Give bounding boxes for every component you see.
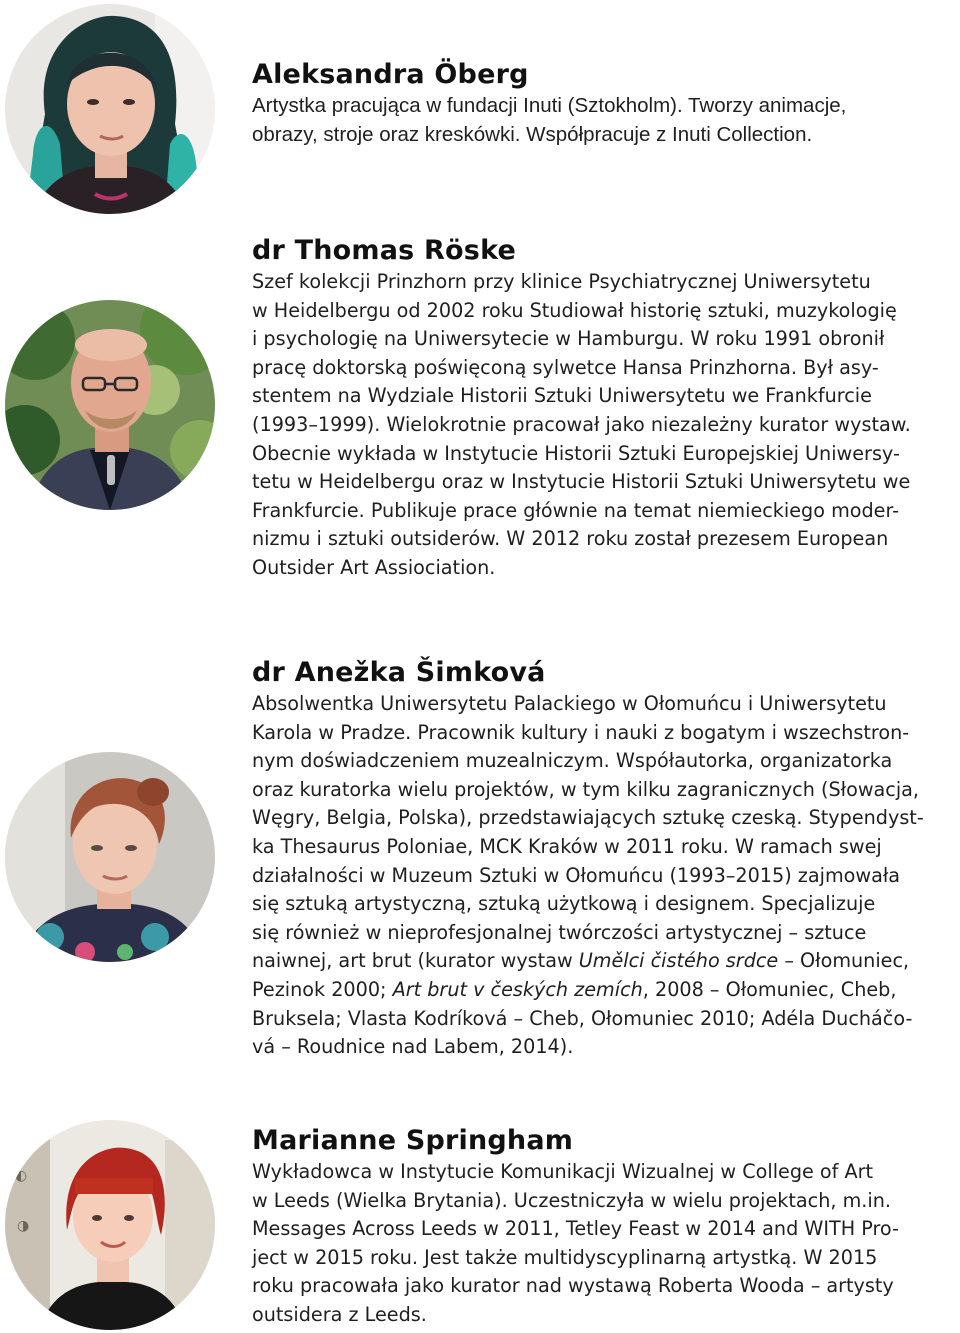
bio-line: Bruksela; Vlasta Kodríková – Cheb, Ołomuniec 2010; Adéla Ducháčo- (252, 1006, 913, 1030)
portrait-marianne-image (5, 1120, 215, 1330)
person-bio (252, 1158, 952, 1330)
bio-line: outsidera z Leeds. (252, 1302, 427, 1326)
bio-line: Szef kolekcji Prinzhorn przy klinice Psychiatrycznej Uniwersytetu (252, 270, 871, 293)
person-bio (252, 92, 952, 149)
bio-line (252, 947, 952, 976)
bio-line: Messages Across Leeds w 2011, Tetley Feast w 2014 and WITH Pro- (252, 1217, 899, 1241)
bio-line: ject w 2015 roku. Jest także multidyscyplinarną artystką. W 2015 (252, 1245, 878, 1269)
exhibition-title: Umělci čistého srdce (578, 949, 779, 973)
bio-text: naiwnej, art brut (kurator wystaw (252, 949, 579, 973)
bio-line: i psychologię na Uniwersytecie w Hamburgu. W roku 1991 obronił (252, 327, 885, 351)
bio-line: nym doświadczeniem muzealniczym. Współautorka, organizatorka (252, 749, 893, 773)
person-name: Aleksandra Öberg (252, 59, 529, 90)
exhibition-title: Art brut v českých zemích (392, 977, 643, 1001)
portrait-aleksandra-image (5, 4, 215, 214)
person-name: dr Anežka Šimková (252, 657, 546, 688)
bio-line: nizmu i sztuki outsiderów. W 2012 roku został prezesem European (252, 527, 889, 551)
bio-line: obrazy, stroje oraz kreskówki. Współpracuje z Inuti Collection. (252, 122, 813, 146)
portrait-photo (5, 4, 215, 214)
person-name: Marianne Springham (252, 1125, 574, 1156)
bio-line: Węgry, Belgia, Polska), przedstawiających sztukę czeską. Stypendyst- (252, 806, 924, 830)
svg-text:◑: ◑ (17, 1218, 30, 1234)
person-bio (252, 690, 952, 1062)
bio-line: Karola w Pradze. Pracownik kultury i nauki z bogatym i wszechstron- (252, 720, 910, 744)
bio-line: się sztuką artystyczną, sztuką użytkową i designem. Specjalizuje (252, 892, 876, 916)
bio-line: vá – Roudnice nad Labem, 2014). (252, 1035, 574, 1059)
portrait-thomas-image (5, 300, 215, 510)
bio-line: Artystka pracująca w fundacji Inuti (Sztokholm). Tworzy animacje, (252, 94, 847, 117)
person-name: dr Thomas Röske (252, 235, 517, 266)
bio-line: Obecnie wykłada w Instytucie Historii Sztuki Europejskiej Uniwersy- (252, 441, 900, 465)
bio-line: Frankfurcie. Publikuje prace głównie na temat niemieckiego moder- (252, 498, 900, 522)
bio-line: roku pracowała jako kurator nad wystawą Roberta Wooda – artysty (252, 1274, 894, 1298)
bio-text: Pezinok 2000; (252, 977, 393, 1001)
bio-line: Outsider Art Assiociation. (252, 555, 496, 579)
bio-line: działalności w Muzeum Sztuki w Ołomuńcu (1993–2015) zajmowała (252, 863, 901, 887)
bio-line: się również w nieprofesjonalnej twórczości artystycznej – sztuce (252, 920, 867, 944)
portrait-photo (5, 1120, 215, 1330)
bio-line: Wykładowca w Instytucie Komunikacji Wizualnej w College of Art (252, 1160, 874, 1183)
bio-line: stentem na Wydziale Historii Sztuki Uniwersytetu we Frankfurcie (252, 384, 872, 408)
bio-line: tetu w Heidelbergu oraz w Instytucie Historii Sztuki Uniwersytetu we (252, 470, 911, 494)
bio-line: w Heidelbergu od 2002 roku Studiował historię sztuki, muzykologię (252, 298, 897, 322)
portrait-photo (5, 300, 215, 510)
bio-text: , 2008 – Ołomuniec, Cheb, (642, 977, 897, 1001)
bio-line: Absolwentka Uniwersytetu Palackiego w Ołomuńcu i Uniwersytetu (252, 692, 887, 715)
svg-text:◐: ◐ (15, 1168, 28, 1184)
bio-line (252, 976, 952, 1005)
bio-text: – Ołomuniec, (778, 949, 910, 973)
portrait-photo (5, 752, 215, 962)
bio-line: ka Thesaurus Poloniae, MCK Kraków w 2011 roku. W ramach swej (252, 834, 882, 858)
bio-line: (1993–1999). Wielokrotnie pracował jako niezależny kurator wystaw. (252, 412, 911, 436)
portrait-anezka-image (5, 752, 215, 962)
bio-line: w Leeds (Wielka Brytania). Uczestniczyła w wielu projektach, m.in. (252, 1188, 891, 1212)
bio-line: pracę doktorską poświęconą sylwetce Hansa Prinzhorna. Był asy- (252, 355, 879, 379)
bio-line: oraz kuratorka wielu projektów, w tym kilku zagranicznych (Słowacja, (252, 777, 920, 801)
person-bio (252, 268, 952, 583)
